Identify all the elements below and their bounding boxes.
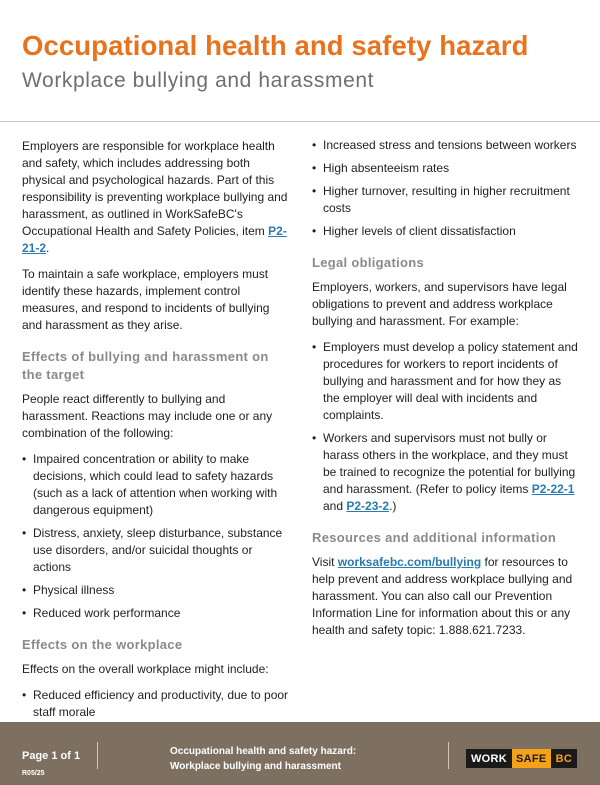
list-item: • Reduced efficiency and productivity, due to poor staff morale (22, 688, 289, 719)
heading-effects-target: Effects of bullying and harassment on the target (22, 349, 269, 382)
footer-divider (448, 742, 449, 769)
worksafebc-logo (466, 749, 577, 768)
workplace-effects-list-continued (312, 137, 580, 240)
heading-effects-workplace: Effects on the workplace (22, 637, 183, 652)
resources-paragraph: Visit worksafebc.com/bullying for resources to help prevent and address workplace bullying and harassment. You can also call our Prevention Information Line for information about this or any health and safety topic: 1.888.621.7233. (312, 555, 573, 637)
page-title: Occupational health and safety hazard (22, 30, 529, 61)
safe-workplace-paragraph: To maintain a safe workplace, employers must identify these hazards, implement control measures, and respond to incidents of bullying and harassment as they arise. (22, 267, 270, 332)
list-item: • Workers and supervisors must not bully or harass others in the workplace, and they must be trained to recognize the potential for bullying and harassment. (Refer to policy items P2-22-1 and P2-23-2.) (312, 431, 576, 513)
page-header (22, 26, 590, 96)
page-number: Page 1 of 1 (22, 750, 81, 762)
footer-title-line1: Occupational health and safety hazard: (170, 746, 357, 757)
page-subtitle: Workplace bullying and harassment (22, 69, 375, 92)
page-footer (0, 722, 600, 785)
bullet-icon: • (22, 583, 27, 597)
list-item: • Increased stress and tensions between workers (312, 138, 577, 152)
bullet-icon: • (312, 224, 317, 238)
legal-intro: Employers, workers, and supervisors have legal obligations to prevent and address workplace bullying and harassment. For example: (312, 280, 567, 328)
bullet-icon: • (22, 688, 27, 702)
target-effects-list (22, 451, 290, 622)
heading-resources: Resources and additional information (312, 530, 557, 545)
policy-link-p2-21-2[interactable]: P2-21-2 (22, 224, 287, 255)
logo-safe: SAFE (512, 749, 551, 768)
worksafebc-bullying-link[interactable]: worksafebc.com/bullying (337, 555, 482, 569)
list-item: • Distress, anxiety, sleep disturbance, substance use disorders, and/or suicidal thoughts or actions (22, 526, 283, 574)
footer-title-line2: Workplace bullying and harassment (170, 761, 341, 772)
bullet-icon: • (312, 184, 317, 198)
workplace-effects-list (22, 687, 290, 721)
left-column (22, 138, 290, 727)
list-item: • Reduced work performance (22, 606, 181, 620)
list-item: • Higher levels of client dissatisfaction (312, 224, 516, 238)
intro-paragraph: Employers are responsible for workplace health and safety, which includes addressing both physical and psychological hazards. Part of this responsibility is preventing workplace bullying and harassment, as outlined in WorkSafeBC's Occupational Health and Safety Policies, item P2-21-2. (22, 139, 288, 255)
bullet-icon: • (312, 138, 317, 152)
policy-link-p2-22-1[interactable]: P2-22-1 (531, 482, 575, 496)
footer-title (170, 744, 356, 774)
list-item: • Physical illness (22, 583, 115, 597)
bullet-icon: • (312, 161, 317, 175)
list-item: • High absenteeism rates (312, 161, 450, 175)
logo-bc: BC (551, 749, 578, 768)
heading-legal-obligations: Legal obligations (312, 255, 424, 270)
list-item: • Impaired concentration or ability to make decisions, which could lead to safety hazards (such as a lack of attention when working with dangerous equipment) (22, 452, 278, 517)
bullet-icon: • (22, 452, 27, 466)
bullet-icon: • (312, 340, 317, 354)
list-item: • Employers must develop a policy statement and procedures for workers to report incidents of bullying and harassment and for how they as the employer will deal with incidents and complaints. (312, 340, 578, 422)
document-code: R05/25 (22, 770, 45, 777)
logo-work: WORK (466, 749, 512, 768)
header-divider (0, 121, 600, 122)
policy-link-p2-23-2[interactable]: P2-23-2 (346, 499, 390, 513)
legal-obligations-list (312, 339, 580, 515)
bullet-icon: • (312, 431, 317, 445)
bullet-icon: • (22, 606, 27, 620)
list-item: • Higher turnover, resulting in higher recruitment costs (312, 184, 570, 215)
workplace-intro: Effects on the overall workplace might include: (22, 662, 269, 676)
target-intro: People react differently to bullying and harassment. Reactions may include one or any combination of the following: (22, 392, 273, 440)
right-column (312, 137, 580, 648)
footer-divider (97, 742, 98, 769)
bullet-icon: • (22, 526, 27, 540)
